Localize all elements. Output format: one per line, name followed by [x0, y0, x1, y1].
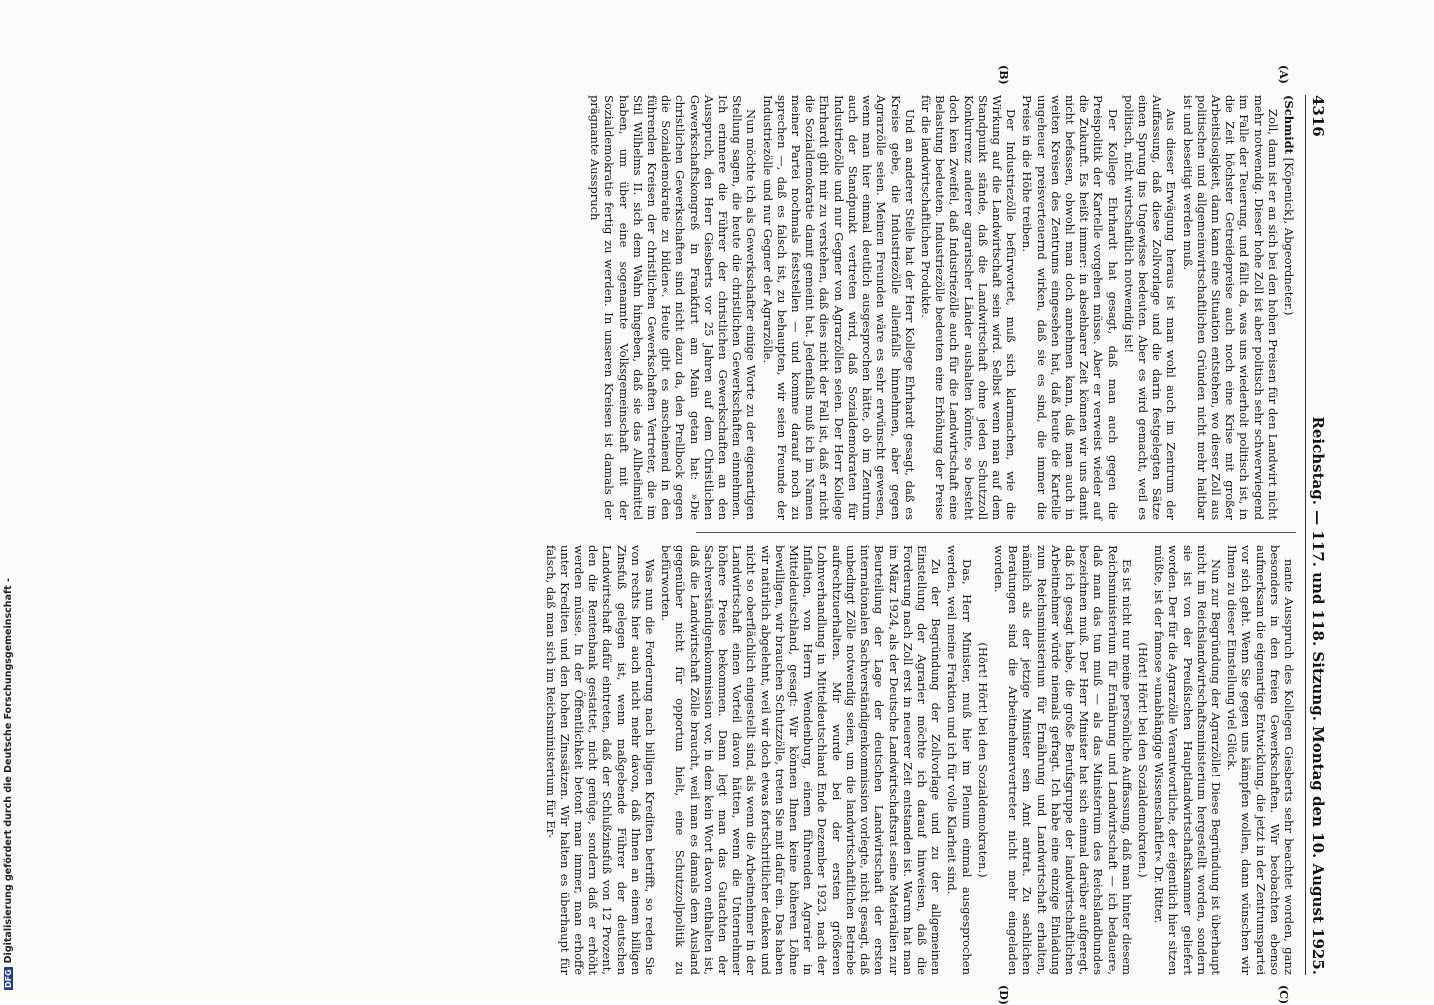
paragraph: Nun möchte ich als Gewerkschafter einige Worte zu der eigenartigen Stellung sagen, die heute die christlichen Gewerkschaften einnehmen. Ich erinnere die Führer der christlichen Gewerkschaften an den Ausspruch, den Herr Giesberts vor 25 Jahren auf dem Christlichen Gewerkschaftskongreß in Frankfurt am Main getan hat: »Die christlichen Gewerkschaften sind nicht dazu da, den Prellbock gegen die Sozialdemokratie zu bilden«. Heute gibt es anscheinend in den führenden Kreisen der christlichen Gewerkschaften Vertreter, die im Stil Wilhelms II. sich dem Wahn hingeben, daß sie das Allheilmittel haben, um über eine sogenannte Volksgemeinschaft mit der Sozialdemokratie fertig zu werden. In unseren Kreisen ist damals der prägnante Ausspruch: [588, 95, 759, 520]
margin-mark-b: (B): [997, 65, 1010, 85]
paragraph: Zoll, dann ist er an sich bei den hohen Preisen für den Landwirt nicht mehr notwendig. Dieser hohe Zoll ist aber politisch sehr schwerwiegend im Falle der Teuerung, und fällt da, was uns wiederholt politisch ist, in die Zeit höchster Getreidepreise auch noch eine Krise mit großer Arbeitslosigkeit, dann kann eine Situation entstehen, wo dieser Zoll aus politischen und allgemeinwirtschaftlichen Gründen nicht mehr haltbar ist und beseitigt werden muß.: [1180, 95, 1280, 520]
paragraph: Der Kollege Ehrhardt hat gesagt, daß man auch gegen die Preispolitik der Kartelle vorgehen müsse. Aber er verweist wieder auf die Zukunft. Es heißt immer: in absehbarer Zeit können wir uns damit nicht befassen, obwohl man doch annehmen kann, daß man auch in weiten Kreisen des Zentrums eingesehen hat, daß heute die Kartelle ungeheuer preisverteuernd wirken, daß sie es sind, die immer die Preise in die Höhe treiben.: [1020, 95, 1120, 520]
interjection: (Hört! Hört! bei den Sozialdemokraten.): [1135, 642, 1150, 878]
speaker-line: [1282, 95, 1296, 520]
paragraph: Und an anderer Stelle hat der Herr Kollege Ehrhardt gesagt, daß es Kreise gebe, die Industriezölle allenfalls hinnehmen, aber gegen Agrarzölle seien. Meinen Freunden wäre es sehr erwünscht gewesen, wenn man hier einmal deutlich ausgesprochen hätte, ob im Zentrum auch der Standpunkt vertreten wird, daß Sozialdemokraten für Industriezölle und nur Gegner von Agrarzöllen seien. Der Herr Kollege Ehrhardt gibt mir zu verstehen, daß dies nicht der Fall ist, daß er nicht die Sozialdemokratie damit gemeint hat. Jedenfalls muß ich im Namen meiner Partei nochmals feststellen — und komme darauf noch zu sprechen —, daß es falsch ist, zu behaupten, wir seien Freunde der Industriezölle und nur Gegner der Agrarzölle.: [760, 95, 917, 520]
running-title: Reichstag. — 117. und 118. Sitzung. Montag den 10. August 1925.: [1309, 416, 1327, 975]
left-column: [588, 95, 1296, 520]
paragraph: Nun zur Begründung der Agrarzölle! Diese Begründung ist überhaupt nicht im Reichslandwirtschaftsministerium hergestellt worden, sondern sie ist von der Preußischen Hauptlandwirtschaftskammer geliefert worden. Der für die Agrarzölle Verantwortliche, der eigentlich hier sitzen müßte, ist der famose »unabhängige Wissenschaftler« Dr. Ritter.: [1152, 545, 1223, 975]
paragraph: Das, Herr Minister, muß hier im Plenum einmal ausgesprochen werden, weil meine Fraktion und ich für volle Klarheit sind.: [945, 545, 974, 975]
funding-note-text: Digitalisierung gefördert durch die Deutsche Forschungsgemeinschaft -: [2, 578, 14, 964]
speaker-name: (Schmidt: [1282, 95, 1296, 154]
margin-mark-c: (C): [1277, 985, 1290, 1005]
margin-mark-a: (A): [1277, 65, 1290, 84]
column-divider: [696, 532, 1296, 533]
dfg-logo: DFG: [3, 969, 13, 988]
paragraph: Zu der Begründung der Zollvorlage und zu der allgemeinen Einstellung der Agrarier möchte ich darauf hinweisen, daß die Forderung nach Zoll erst in neuerer Zeit entstanden ist. Warum hat man im März 1924, als der Deutsche Landwirtschaftsrat seine Materialien zur Beurteilung der Lage der deutschen Landwirtschaft der ersten internationalen Sachverständigenkommission vorlegte, nicht gesagt, daß unbedingt Zölle notwendig seien, um die landwirtschaftlichen Betriebe aufrechtzuerhalten. Mir wurde bei der ersten größeren Lohnverhandlung in Mitteldeutschland Ende Dezember 1923, nach der Inflation, von Herrn Wendenburg, einem führenden Agrarier in Mitteldeutschland, gesagt: Wir können Ihnen keine höheren Löhne bewilligen, wir brauchen Schutzzölle, treten Sie mit dafür ein. Das haben wir natürlich abgelehnt, weil wir doch etwas fortschrittlicher denken und nicht so oberflächlich eingestellt sind, als wenn die Arbeitnehmer in der Landwirtschaft einen Vorteil davon hätten, wenn die Unternehmer höhere Preise bekommen. Dann legt man das Gutachten der Sachverständigenkommission vor, in dem kein Wort davon enthalten ist, daß die Landwirtschaft Zölle braucht, weil man es damals dem Ausland gegenüber nicht für opportun hielt, eine Schutzzollpolitik zu befürworten.: [659, 545, 944, 975]
rotated-page-content: [100, 65, 1330, 1005]
speaker-note: [Köpenick], Abgeordneter.): [1282, 154, 1296, 316]
paragraph: Es ist nicht nur meine persönliche Auffassung, daß man hinter diesem Reichsministerium für Ernährung und Landwirtschaft — ich bedauere, daß man das tun muß — als das Ministerium des Reichslandbundes bezeichnen muß. Der Herr Minister hat sich einmal darüber aufgeregt, daß ich gesagt habe, die große Berufsgruppe der landwirtschaftlichen Arbeitnehmer würde niemals gefragt. Ich habe eine einzige Einladung zum Reichsministerium für Ernährung und Landwirtschaft erhalten, nämlich als der jetzige Minister sein Amt antrat. Zu sachlichen Beratungen sind die Arbeitnehmervertreter nicht mehr eingeladen worden.: [991, 545, 1134, 975]
paragraph: Was nun die Forderung nach billigen Krediten betrifft, so reden Sie von rechts hier auch nicht mehr davon, daß Ihnen an einem billigen Zinsfuß gelegen ist, wenn maßgebende Führer der deutschen Landwirtschaft dafür eintreten, daß der Schlußzinsfuß von 12 Prozent, den die Rentenbank gestattet, nicht genüge, sondern daß er erhöht werden müsse. In der Öffentlichkeit betont man immer, man erhoffe unter Krediten und den hohen Zinssätzen. Wir halten es überhaupt für falsch, daß man sich im Reichsministerium für Er-: [543, 545, 658, 975]
page-header: [1305, 95, 1330, 975]
interjection: (Hört! Hört! bei den Sozialdemokraten.): [975, 642, 990, 878]
paragraph: Aus dieser Erwägung heraus ist man wohl auch im Zentrum der Auffassung, daß diese Zollvorlage und die darin festgelegten Sätze einen Sprung ins Ungewisse bedeuten. Aber es wird gemacht, weil es politisch, nicht wirtschaftlich notwendig ist!: [1121, 95, 1179, 520]
paragraph: Der Industriezölle befürwortet, muß sich klarmachen, wie die Wirkung auf die Landwirtschaft sein wird. Selbst wenn man auf dem Standpunkt stände, daß die Landwirtschaft ohne jeden Schutzzoll Konkurrenz anderer agrarischer Länder aushalten könnte, so besteht doch kein Zweifel, daß Industriezölle auch für die Landwirtschaft eine Belastung bedeuten. Industriezölle bedeuten eine Erhöhung der Preise für die landwirtschaftlichen Produkte.: [918, 95, 1019, 520]
funding-side-note: [2, 0, 14, 990]
margin-mark-d: (D): [997, 985, 1010, 1005]
page-number: 4316: [1309, 95, 1327, 137]
right-column: [543, 545, 1296, 975]
paragraph: nante Ausspruch des Kollegen Giesberts sehr beachtet worden, ganz besonders in den freien Gewerkschaften. Wir beobachten ebenso aufmerksam die eigenartige Entwicklung, die jetzt in der Zentrumspartei vor sich geht. Wenn Sie gegen uns kämpfen wollen, dann wünschen wir Ihnen zu dieser Einstellung viel Glück.: [1225, 545, 1296, 975]
